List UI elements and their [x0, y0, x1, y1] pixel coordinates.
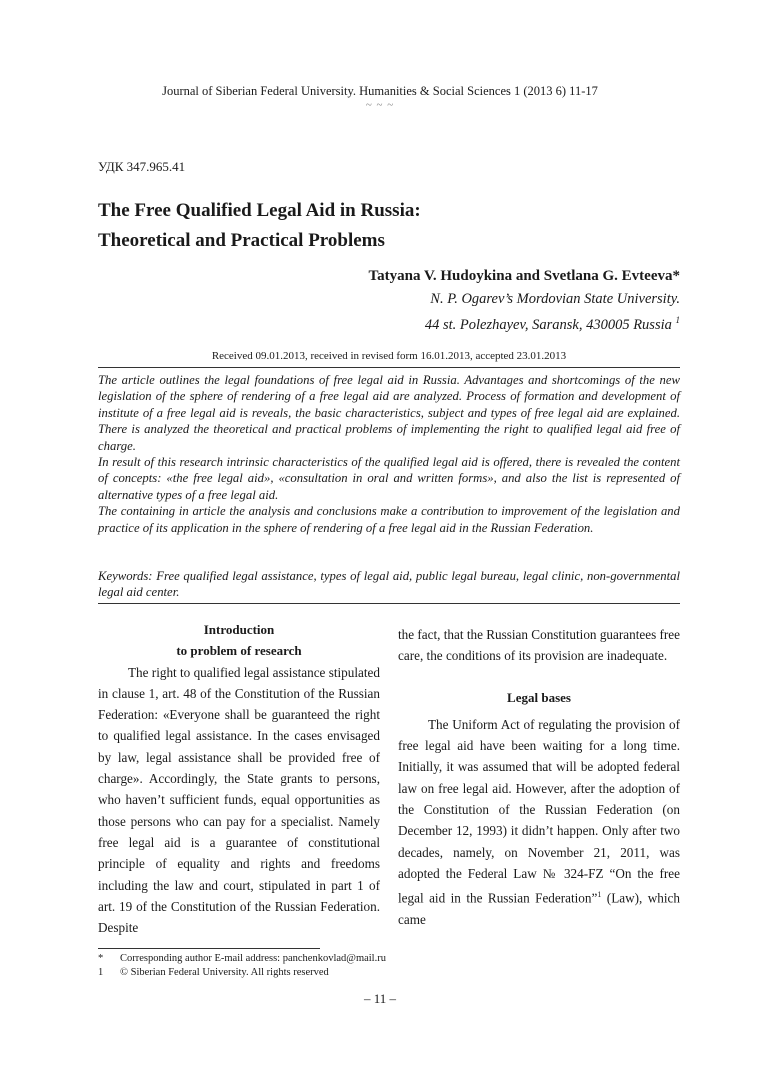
- footnote-mark: *: [98, 953, 104, 964]
- article-title: [98, 196, 678, 256]
- body-paragraph: [398, 714, 680, 930]
- footnote-rule: [98, 948, 320, 949]
- legal-bases-text: The Uniform Act of regulating the provision of free legal aid have been waiting for a long time. Initially, it was assumed that will be adopted federal law on free legal aid. However, after the adoption of the Constitution of the Russian Federation (on December 12, 1993) it didn’t happen. Only after two decades, namely, on November 21, 2011, was adopted the Federal Law № 324-FZ “On the free legal aid in the Russian Federation”: [398, 716, 680, 906]
- title-line-2: Theoretical and Practical Problems: [98, 230, 385, 251]
- page-number: – 11 –: [363, 991, 397, 1006]
- legal-bases-heading: Legal bases: [507, 689, 571, 705]
- affiliation: [200, 289, 680, 336]
- journal-header: Journal of Siberian Federal University. Humanities & Social Sciences 1 (2013 6) 11-17: [162, 84, 598, 98]
- affiliation-line-1: N. P. Ogarev’s Mordovian State University.: [430, 291, 680, 307]
- footnotes: [98, 952, 678, 980]
- body-paragraph: The right to qualified legal assistance stipulated in clause 1, art. 48 of the Constitution of the Russian Federation: «Everyone shall be guaranteed the right to qualified legal assistance. In the cases envisaged by law, legal assistance shall be provided free of charge». Accordingly, the State grants to persons, who haven’t sufficient funds, equal opportunities as those persons who can pay for a specialist. Namely free legal aid is a guarantee of constitutional principle of equality and rights and freedoms including the law and court, stipulated in part 1 of art. 19 of the Constitution of the Russian Federation. Despite: [98, 664, 380, 936]
- footnote: [98, 952, 678, 966]
- footnote-text: © Siberian Federal University. All rights reserved: [120, 967, 329, 978]
- body-column-right: [398, 624, 680, 930]
- abstract-paragraph: The containing in article the analysis and conclusions make a contribution to improvement of the legislation and practice of its application in the sphere of rendering of a free legal aid in the Russian Federation.: [98, 504, 680, 535]
- abstract-paragraph: In result of this research intrinsic characteristics of the qualified legal aid is offered, there is revealed the content of concepts: «the free legal aid», «consultation in oral and written forms», and also the list is represented of alternative types of a free legal aid.: [98, 455, 680, 502]
- legal-bases-text-tail: (Law), which came: [398, 890, 680, 927]
- udk-code: УДК 347.965.41: [98, 159, 186, 174]
- received-dates: Received 09.01.2013, received in revised form 16.01.2013, accepted 23.01.2013: [211, 350, 567, 362]
- intro-heading-line-2: to problem of research: [176, 643, 302, 659]
- title-line-1: The Free Qualified Legal Aid in Russia:: [98, 200, 421, 221]
- header-ornament: ~ ~ ~: [365, 99, 395, 111]
- affiliation-address: 44 st. Polezhayev, Saransk, 430005 Russia: [424, 316, 676, 333]
- body-paragraph: the fact, that the Russian Constitution guarantees free care, the conditions of its provision are inadequate.: [398, 627, 680, 664]
- abstract-paragraph: The article outlines the legal foundations of free legal aid in Russia. Advantages and shortcomings of the new legislation of the sphere of rendering of a free legal aid are analyzed. Process of formation and development of institute of a free legal aid is reveals, the basic characteristics, subject and types of free legal aid are explained. There is analyzed the theoretical and practical problems of implementing the right to qualified legal aid free of charge.: [98, 373, 680, 453]
- abstract-bottom-rule: [98, 603, 680, 604]
- affiliation-footnote-mark: 1: [675, 315, 680, 325]
- abstract: [98, 372, 680, 536]
- footnote-text: Corresponding author E-mail address: panchenkovlad@mail.ru: [120, 953, 386, 964]
- intro-heading: [98, 619, 380, 662]
- keywords: Keywords: Free qualified legal assistance, types of legal aid, public legal bureau, legal clinic, non-governmental legal aid center.: [98, 569, 680, 600]
- footnote: [98, 966, 678, 980]
- intro-heading-line-1: Introduction: [203, 622, 275, 637]
- abstract-top-rule: [98, 367, 680, 368]
- section-spacer: [398, 667, 680, 687]
- law-footnote-mark: 1: [597, 890, 602, 900]
- footnote-mark: 1: [98, 967, 104, 978]
- authors: Tatyana V. Hudoykina and Svetlana G. Evteeva*: [368, 268, 680, 284]
- body-column-left: [98, 619, 380, 938]
- affiliation-line-2: [200, 310, 680, 336]
